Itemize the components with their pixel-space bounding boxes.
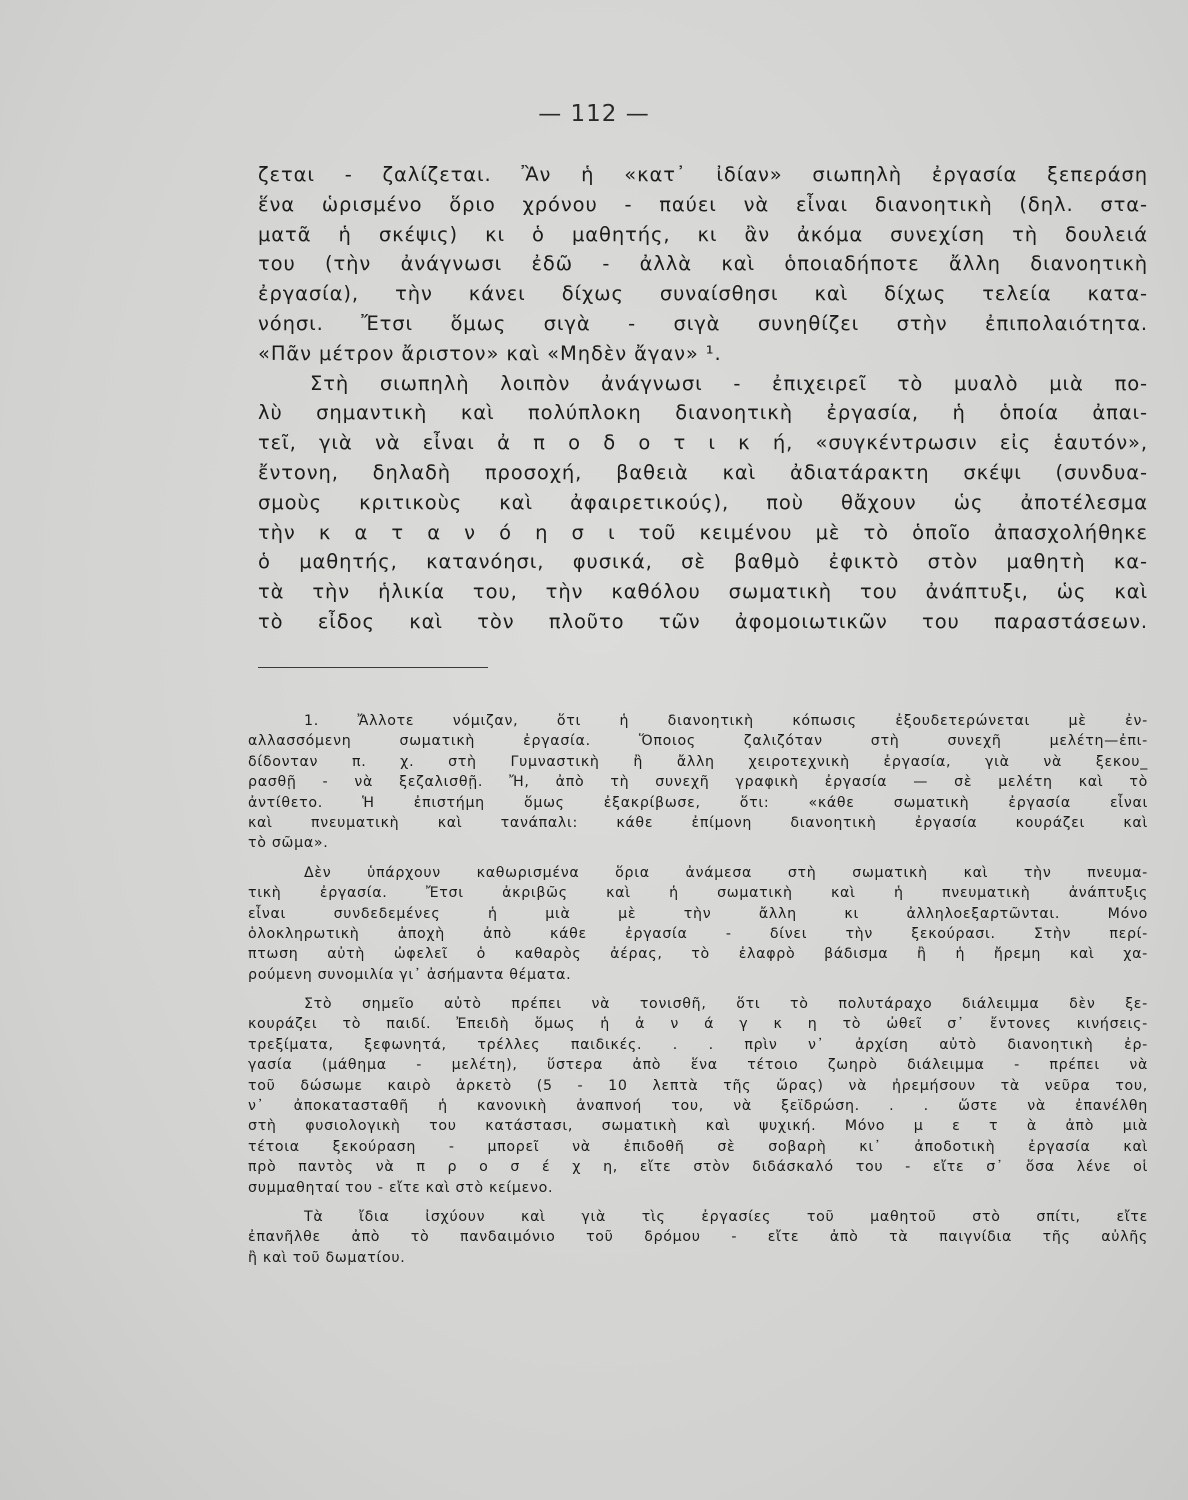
text-line: τὸ εἶδος καὶ τὸν πλοῦτο τῶν ἀφομοιωτικῶν του παραστάσεων. — [258, 609, 1148, 633]
text-line: ὁ μαθητής, κατανόησι, φυσικά, σὲ βαθμὸ ἐφικτὸ στὸν μαθητὴ κα- — [258, 550, 1148, 574]
text-line: σμοὺς κριτικοὺς καὶ ἀφαιρετικούς), ποὺ θἄχουν ὡς ἀποτέλεσμα — [258, 490, 1148, 514]
text-line: τὴν κ α τ α ν ό η σ ι τοῦ κειμένου μὲ τὸ ὁποῖο ἀπασχολήθηκε — [258, 520, 1148, 544]
footnote-separator-rule — [258, 667, 488, 668]
footnote-line: τοῦ δώσωμε καιρὸ ἀρκετὸ (5 - 10 λεπτὰ τῆς ὥρας) νὰ ἠρεμήσουν τὰ νεῦρα του, — [248, 1077, 1148, 1094]
text-line: τὰ τὴν ἡλικία του, τὴν καθόλου σωματικὴ του ἀνάπτυξι, ὡς καὶ — [258, 580, 1148, 604]
main-text-block — [258, 160, 1148, 637]
paragraph-gap — [248, 1198, 1148, 1207]
text-line: ζεται - ζαλίζεται. Ἂν ἡ «κατ᾽ ἰδίαν» σιωπηλὴ ἐργασία ξεπεράση — [258, 163, 1148, 186]
footnote-line: στὴ φυσιολογικὴ του κατάστασι, σωματικὴ καὶ ψυχική. Μόνο μ ε τ ὰ ἀπὸ μιὰ — [248, 1118, 1148, 1135]
footnotes-block — [248, 711, 1148, 1268]
footnote-line: Στὸ σημεῖο αὐτὸ πρέπει νὰ τονισθῆ, ὅτι τὸ πολυτάραχο διάλειμμα δὲν ξε- — [304, 996, 1148, 1013]
footnote-line: ρασθῇ - νὰ ξεζαλισθῇ. Ἤ, ἀπὸ τὴ συνεχῆ γραφικὴ ἐργασία — σὲ μελέτη καὶ τὸ — [248, 774, 1148, 791]
page-number: — 112 — — [538, 101, 650, 127]
footnote-line: τέτοια ξεκούραση - μπορεῖ νὰ ἐπιδοθῆ σὲ σοβαρὴ κι᾽ ἀποδοτικὴ ἐργασία καὶ — [248, 1138, 1148, 1155]
text-line: ἐργασία), τὴν κάνει δίχως συναίσθησι καὶ δίχως τελεία κατα- — [258, 282, 1148, 306]
footnote-line: τρεξίματα, ξεφωνητά, τρέλλες παιδικές. . . πρὶν ν᾽ ἀρχίση αὐτὸ διανοητικὴ ἐρ- — [248, 1036, 1148, 1053]
footnote-line: 1. Ἄλλοτε νόμιζαν, ὅτι ἡ διανοητικὴ κόπωσις ἐξουδετερώνεται μὲ ἐν- — [304, 713, 1148, 729]
text-line: ἕνα ὡρισμένο ὅριο χρόνου - παύει νὰ εἶναι διανοητικὴ (δηλ. στα- — [258, 192, 1148, 216]
paragraph-gap — [248, 985, 1148, 994]
footnote-line: ἀντίθετο. Ἡ ἐπιστήμη ὅμως ἐξακρίβωσε, ὅτι: «κάθε σωματικὴ ἐργασία εἶναι — [248, 794, 1148, 811]
footnote-line: συμμαθηταί του - εἴτε καὶ στὸ κείμενο. — [248, 1179, 554, 1196]
footnote-line: ὁλοκληρωτικὴ ἀποχὴ ἀπὸ κάθε ἐργασία - δίνει τὴν ξεκούρασι. Στὴν περί- — [248, 925, 1148, 942]
footnote-line: τικὴ ἐργασία. Ἔτσι ἀκριβῶς καὶ ἡ σωματικὴ καὶ ἡ πνευματικὴ ἀνάπτυξις — [248, 885, 1148, 902]
footnote-line: καὶ πνευματικὴ καὶ τανάπαλι: κάθε ἐπίμονη διανοητικὴ ἐργασία κουράζει καὶ — [248, 814, 1148, 831]
text-line: Στὴ σιωπηλὴ λοιπὸν ἀνάγνωσι - ἐπιχειρεῖ τὸ μυαλὸ μιὰ πο- — [310, 371, 1148, 395]
paragraph-gap — [248, 854, 1148, 863]
footnote-line: τὸ σῶμα». — [248, 835, 329, 852]
text-line: λὺ σημαντικὴ καὶ πολύπλοκη διανοητικὴ ἐργασία, ἡ ὁποία ἀπαι- — [258, 401, 1148, 425]
footnote-line: πτωση αὐτὴ ὠφελεῖ ὁ καθαρὸς ἀέρας, τὸ ἐλαφρὸ βάδισμα ἢ ἡ ἤρεμη καὶ χα- — [248, 946, 1148, 963]
text-line: νόησι. Ἔτσι ὅμως σιγὰ - σιγὰ συνηθίζει στὴν ἐπιπολαιότητα. — [258, 311, 1148, 335]
footnote-line: πρὸ παντὸς νὰ π ρ ο σ έ χ η, εἴτε στὸν διδάσκαλό του - εἴτε σ᾽ ὅσα λένε οἱ — [248, 1159, 1148, 1176]
text-line: τεῖ, γιὰ νὰ εἶναι ἀ π ο δ ο τ ι κ ή, «συγκέντρωσιν εἰς ἑαυτόν», — [258, 431, 1148, 455]
footnote-line: εἶναι συνδεδεμένες ἡ μιὰ μὲ τὴν ἄλλη κι ἀλληλοεξαρτῶνται. Μόνο — [248, 905, 1148, 922]
footnote-line: ν᾽ ἀποκατασταθῆ ἡ κανονικὴ ἀναπνοή του, νὰ ξεϊδρώση. . . ὥστε νὰ ἐπανέλθη — [248, 1098, 1148, 1115]
text-line: του (τὴν ἀνάγνωσι ἐδῶ - ἀλλὰ καὶ ὁποιαδήποτε ἄλλη διανοητικὴ — [258, 252, 1148, 276]
footnote-line: Δὲν ὑπάρχουν καθωρισμένα ὅρια ἀνάμεσα στὴ σωματικὴ καὶ τὴν πνευμα- — [304, 864, 1148, 881]
footnote-line: κουράζει τὸ παιδί. Ἐπειδὴ ὅμως ἡ ἀ ν ά γ κ η τὸ ὠθεῖ σ᾽ ἔντονες κινήσεις- — [248, 1016, 1148, 1033]
footnote-line: Τὰ ἴδια ἰσχύουν καὶ γιὰ τὶς ἐργασίες τοῦ μαθητοῦ στὸ σπίτι, εἴτε — [304, 1208, 1148, 1225]
footnote-line: γασία (μάθημα - μελέτη), ὕστερα ἀπὸ ἕνα τέτοιο ζωηρὸ διάλειμμα - πρέπει νὰ — [248, 1057, 1148, 1074]
text-line: ἔντονη, δηλαδὴ προσοχή, βαθειὰ καὶ ἀδιατάρακτη σκέψι (συνδυα- — [258, 460, 1148, 484]
text-line: ματᾶ ἡ σκέψις) κι ὁ μαθητής, κι ἂν ἀκόμα συνεχίση τὴ δουλειά — [258, 222, 1148, 246]
footnote-line: ρούμενη συνομιλία γι᾽ ἀσήμαντα θέματα. — [248, 966, 572, 983]
footnote-line: ἢ καὶ τοῦ δωματίου. — [248, 1249, 406, 1266]
text-line: «Πᾶν μέτρον ἄριστον» καὶ «Μηδὲν ἄγαν» ¹. — [258, 341, 722, 365]
footnote-line: δίδονταν π. χ. στὴ Γυμναστικὴ ἢ ἄλλη χειροτεχνικὴ ἐργασία, γιὰ νὰ ξεκου_ — [248, 753, 1148, 770]
footnote-line: αλλασσόμενη σωματικὴ ἐργασία. Ὅποιος ζαλιζόταν στὴ συνεχῆ μελέτη—ἐπι- — [248, 733, 1148, 750]
footnote-line: ἐπανῆλθε ἀπὸ τὸ πανδαιμόνιο τοῦ δρόμου - εἴτε ἀπὸ τὰ παιγνίδια τῆς αὐλῆς — [248, 1229, 1148, 1246]
